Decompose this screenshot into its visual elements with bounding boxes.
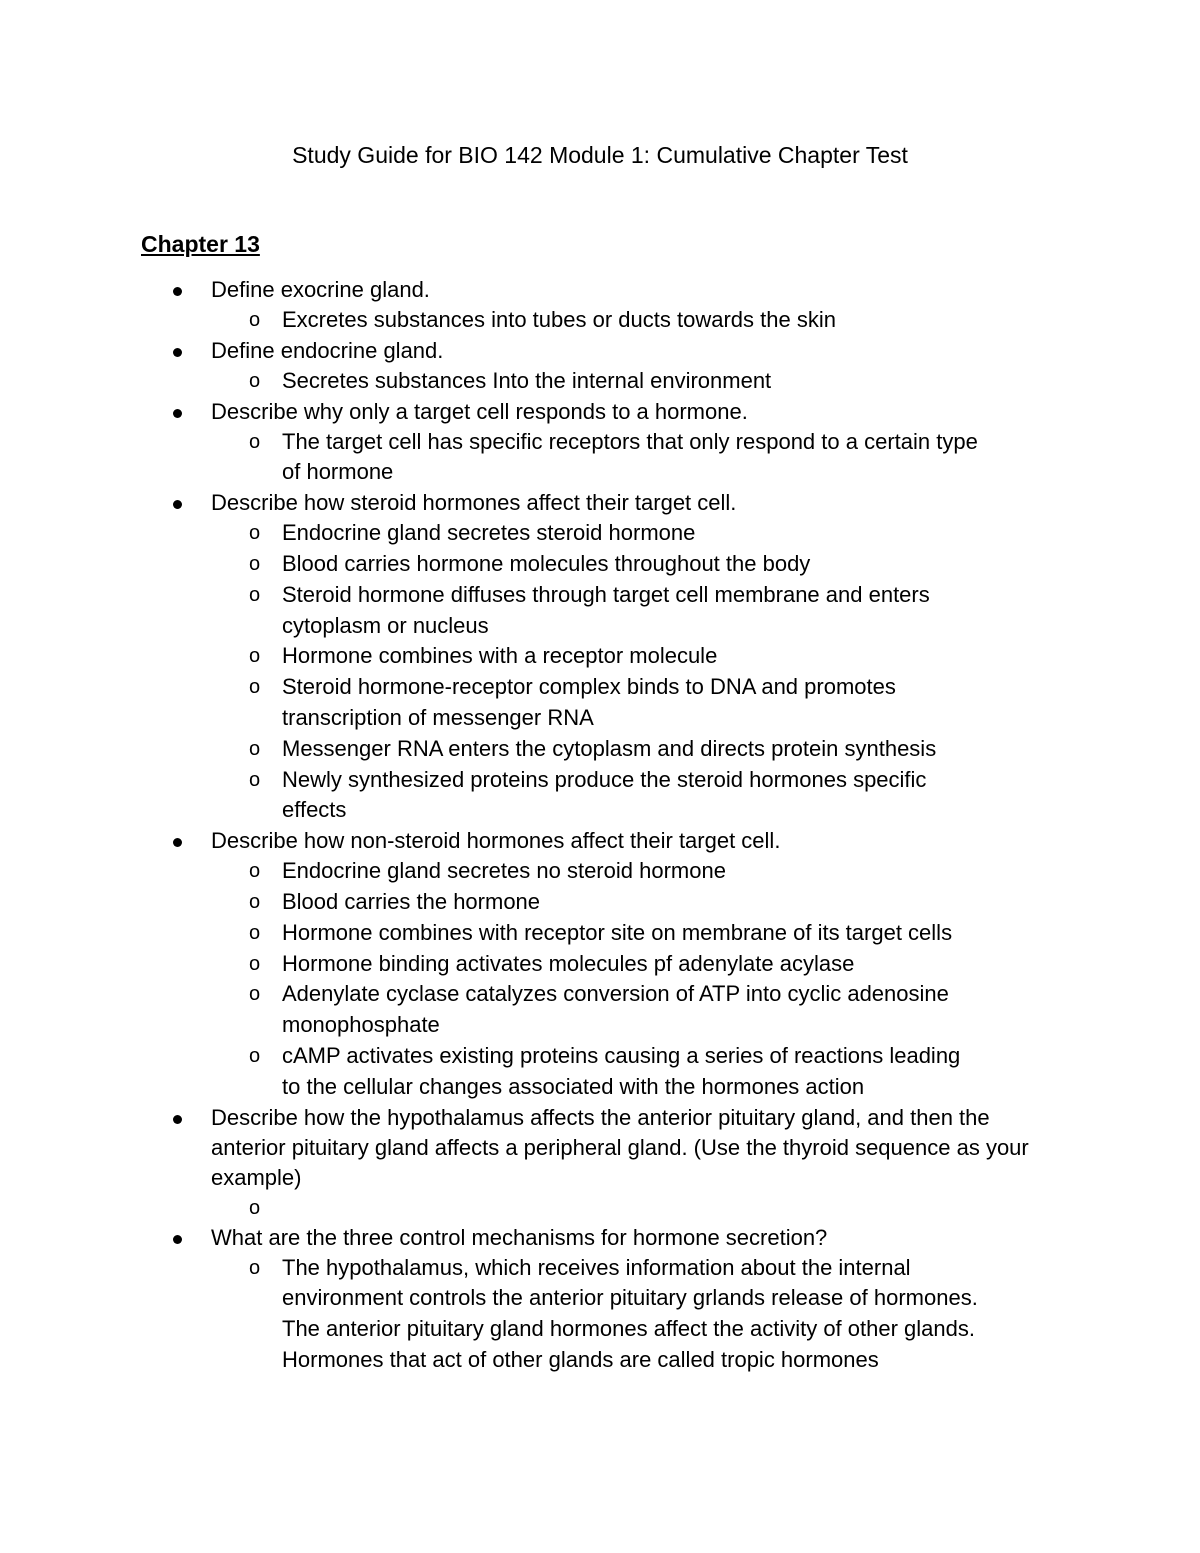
question-text: Define endocrine gland. bbox=[211, 337, 444, 363]
question-text: Describe how the hypothalamus affects the anterior pituitary gland, and then the anterior pituitary gland affects a peripheral gland. (Use the thyroid sequence as your example) bbox=[211, 1104, 1029, 1190]
question-item bbox=[0, 1103, 1061, 1223]
document-title: Study Guide for BIO 142 Module 1: Cumulative Chapter Test bbox=[292, 142, 908, 168]
answer-item bbox=[211, 734, 982, 765]
answer-item bbox=[211, 305, 982, 336]
sub-bullet-icon: o bbox=[249, 952, 261, 975]
answer-item bbox=[211, 887, 982, 918]
bullet-icon bbox=[173, 348, 182, 357]
bullet-icon bbox=[173, 409, 182, 418]
question-item bbox=[0, 397, 1061, 489]
answer-list bbox=[211, 366, 1061, 397]
question-item bbox=[0, 826, 1061, 1102]
question-text: What are the three control mechanisms for hormone secretion? bbox=[211, 1224, 828, 1250]
answer-item bbox=[211, 949, 982, 980]
answer-text: Secretes substances Into the internal environment bbox=[282, 367, 772, 393]
answer-text: Blood carries the hormone bbox=[282, 888, 541, 914]
answer-list bbox=[211, 1193, 1061, 1223]
answer-item bbox=[211, 856, 982, 887]
answer-item bbox=[211, 765, 982, 827]
answer-item bbox=[211, 979, 982, 1041]
bullet-icon bbox=[173, 1115, 182, 1124]
sub-bullet-icon: o bbox=[249, 921, 261, 944]
answer-item bbox=[211, 427, 982, 489]
answer-text: Adenylate cyclase catalyzes conversion of ATP into cyclic adenosine monophosphate bbox=[282, 981, 949, 1038]
question-item bbox=[0, 488, 1061, 826]
answer-text: Newly synthesized proteins produce the steroid hormones specific effects bbox=[282, 766, 927, 823]
sub-bullet-icon: o bbox=[249, 309, 261, 331]
answer-text: The target cell has specific receptors that only respond to a certain type of hormone bbox=[282, 428, 978, 485]
sub-bullet-icon: o bbox=[249, 583, 261, 606]
question-text: Describe how steroid hormones affect their target cell. bbox=[211, 490, 737, 516]
chapter-heading: Chapter 13 bbox=[141, 231, 260, 257]
bullet-icon bbox=[173, 838, 182, 847]
answer-text: Hormone combines with receptor site on membrane of its target cells bbox=[282, 919, 953, 945]
sub-bullet-icon: o bbox=[249, 552, 261, 575]
answer-text: The hypothalamus, which receives information about the internal environment controls the anterior pituitary grlands release of hormones. The anterior pituitary gland hormones affect the activity of other glands. Hormones that act of other glands are called tropic hormones bbox=[282, 1254, 978, 1372]
answer-list bbox=[211, 427, 1061, 489]
answer-text bbox=[282, 1193, 982, 1223]
answer-item bbox=[211, 1193, 982, 1223]
sub-bullet-icon: o bbox=[249, 890, 261, 913]
sub-bullet-icon: o bbox=[249, 860, 261, 883]
question-text: Describe why only a target cell responds to a hormone. bbox=[211, 398, 748, 424]
answer-list bbox=[211, 305, 1061, 336]
sub-bullet-icon: o bbox=[249, 369, 261, 392]
answer-item bbox=[211, 1253, 982, 1376]
answer-text: Messenger RNA enters the cytoplasm and directs protein synthesis bbox=[282, 735, 937, 761]
question-text: Define exocrine gland. bbox=[211, 277, 430, 302]
answer-item bbox=[211, 672, 982, 734]
answer-text: Endocrine gland secretes no steroid hormone bbox=[282, 858, 726, 884]
answer-item bbox=[211, 518, 982, 549]
sub-bullet-icon: o bbox=[249, 768, 261, 791]
answer-text: Hormone binding activates molecules pf adenylate acylase bbox=[282, 950, 855, 976]
bullet-icon bbox=[173, 500, 182, 509]
answer-list bbox=[211, 856, 1061, 1102]
question-text: Describe how non-steroid hormones affect their target cell. bbox=[211, 828, 781, 854]
answer-item bbox=[211, 549, 982, 580]
sub-bullet-icon: o bbox=[249, 1256, 261, 1279]
answer-text: Excretes substances into tubes or ducts towards the skin bbox=[282, 307, 836, 332]
answer-item bbox=[211, 366, 982, 397]
answer-item bbox=[211, 918, 982, 949]
answer-item bbox=[211, 580, 982, 642]
sub-bullet-icon: o bbox=[249, 737, 261, 760]
answer-text: Blood carries hormone molecules throughout the body bbox=[282, 550, 811, 576]
sub-bullet-icon: o bbox=[249, 645, 261, 668]
sub-bullet-icon: o bbox=[249, 1196, 261, 1219]
sub-bullet-icon: o bbox=[249, 1044, 261, 1067]
question-item bbox=[0, 275, 1061, 336]
answer-text: Steroid hormone-receptor complex binds to DNA and promotes transcription of messenger RNA bbox=[282, 674, 896, 730]
sub-bullet-icon: o bbox=[249, 983, 261, 1006]
answer-item bbox=[211, 641, 982, 672]
bullet-icon bbox=[173, 1235, 182, 1244]
sub-bullet-icon: o bbox=[249, 676, 261, 699]
question-item bbox=[0, 1223, 1061, 1376]
answer-text: Steroid hormone diffuses through target cell membrane and enters cytoplasm or nucleus bbox=[282, 581, 930, 638]
answer-text: Endocrine gland secretes steroid hormone bbox=[282, 520, 696, 546]
sub-bullet-icon: o bbox=[249, 430, 261, 453]
answer-item bbox=[211, 1041, 982, 1103]
bullet-icon bbox=[173, 287, 182, 296]
answer-text: cAMP activates existing proteins causing a series of reactions leading to the cellular changes associated with the hormones action bbox=[282, 1042, 961, 1099]
question-list bbox=[0, 275, 1200, 1376]
sub-bullet-icon: o bbox=[249, 522, 261, 545]
answer-list bbox=[211, 518, 1061, 826]
answer-list bbox=[211, 1253, 1061, 1376]
answer-text: Hormone combines with a receptor molecule bbox=[282, 643, 718, 669]
question-item bbox=[0, 336, 1061, 397]
